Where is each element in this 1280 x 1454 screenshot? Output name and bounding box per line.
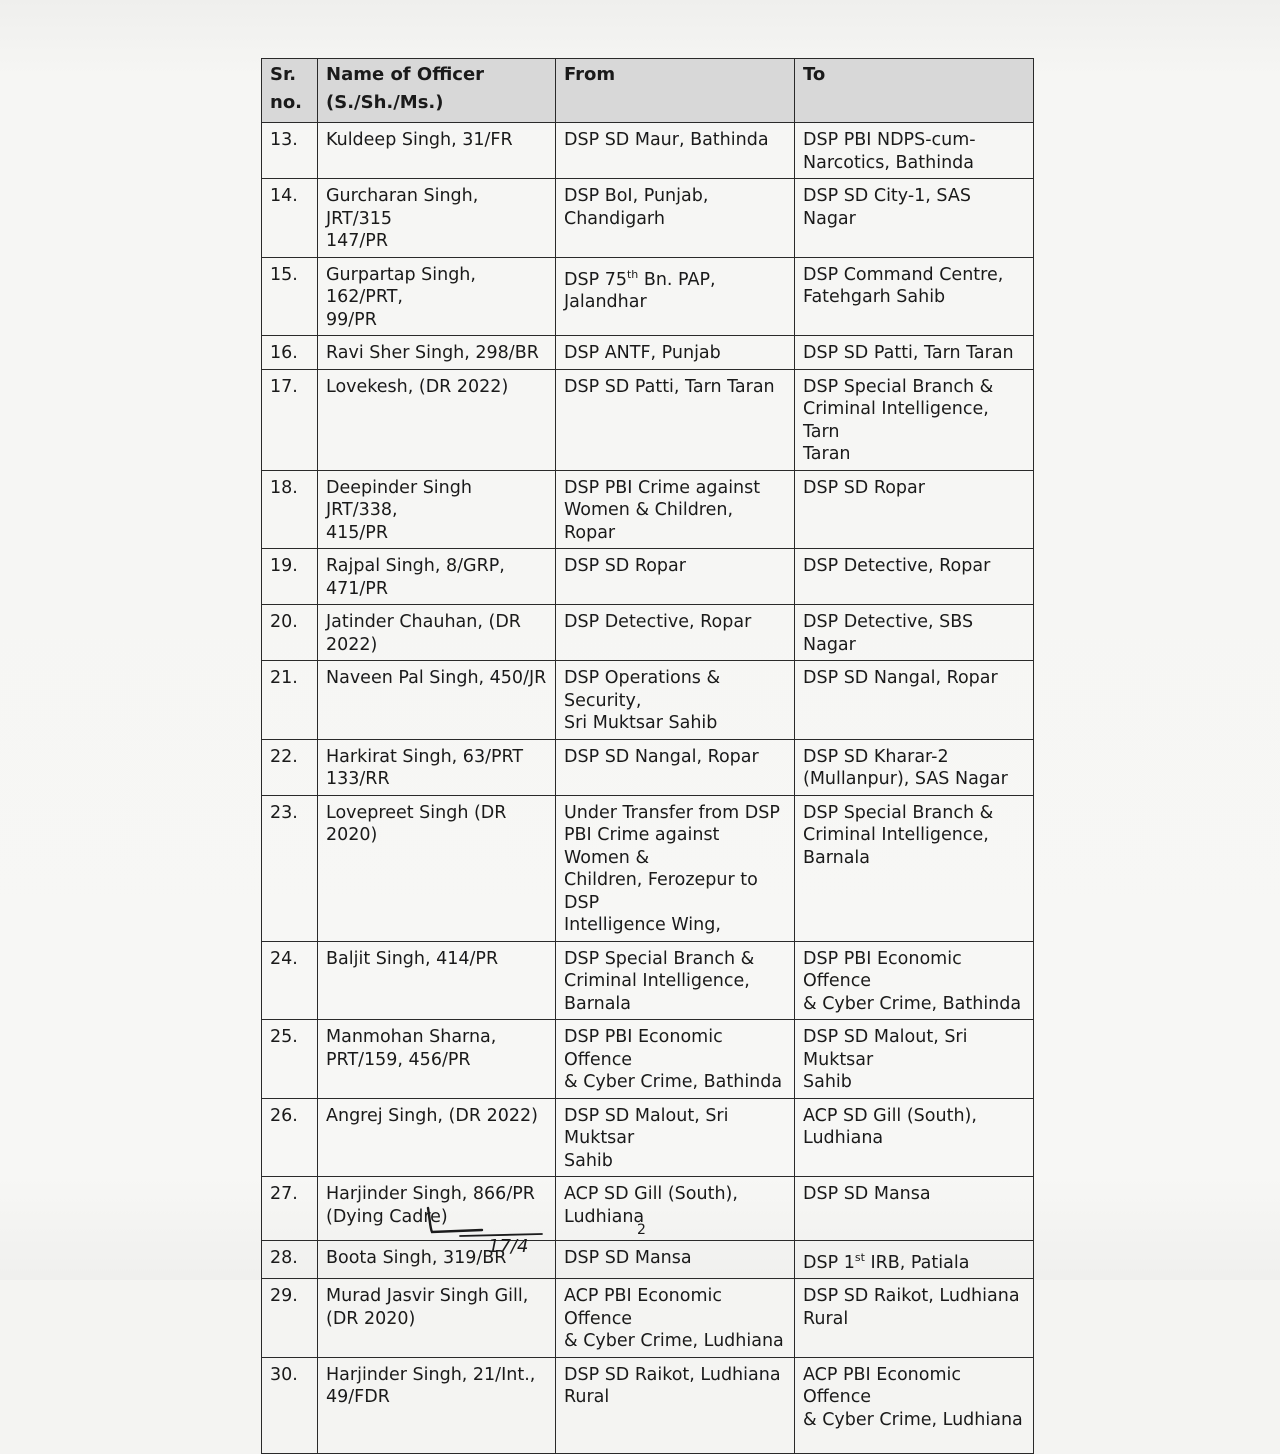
cell-from-line: Barnala	[564, 993, 632, 1014]
header-from: From	[556, 59, 795, 123]
cell-officer-name	[318, 739, 556, 795]
cell-from-line: DSP SD Ropar	[564, 556, 686, 576]
cell-sr-no: 13.	[262, 123, 318, 179]
table-row	[262, 123, 1034, 179]
cell-from	[556, 1177, 795, 1241]
cell-officer-name-line: 133/RR	[326, 769, 390, 789]
officer-transfer-table	[261, 58, 1034, 1454]
table-row	[262, 1279, 1034, 1358]
cell-from-line: Criminal Intelligence,	[564, 971, 750, 991]
cell-officer-name-line: (Dying Cadre)	[326, 1206, 448, 1227]
cell-from-text: Bn. PAP, Jalandhar	[564, 269, 716, 312]
table-row	[262, 605, 1034, 661]
cell-officer-name-line: Ravi Sher Singh, 298/BR	[326, 343, 539, 363]
cell-from	[556, 470, 795, 549]
cell-from-line: DSP BoI, Punjab,	[564, 186, 709, 206]
cell-officer-name	[318, 1098, 556, 1177]
cell-to	[795, 123, 1034, 179]
cell-sr-no: 25.	[262, 1020, 318, 1099]
table-row	[262, 739, 1034, 795]
page-number: 2	[637, 1222, 646, 1238]
cell-from-line: DSP PBI Economic Offence	[564, 1027, 723, 1070]
cell-from-line: & Cyber Crime, Ludhiana	[564, 1331, 784, 1352]
cell-from-line: DSP Operations & Security,	[564, 668, 721, 711]
cell-officer-name	[318, 257, 556, 336]
cell-to-line: & Cyber Crime, Ludhiana	[803, 1409, 1023, 1430]
cell-to	[795, 605, 1034, 661]
cell-from-text: DSP 75	[564, 269, 627, 290]
cell-from-line: DSP SD Nangal, Ropar	[564, 746, 759, 767]
cell-officer-name	[318, 123, 556, 179]
cell-from-line: DSP SD Patti, Tarn Taran	[564, 376, 775, 397]
cell-to-line: DSP Special Branch &	[803, 376, 994, 397]
cell-officer-name-line: Manmohan Sharna,	[326, 1027, 497, 1047]
cell-sr-no: 17.	[262, 369, 318, 470]
cell-to-line: DSP SD City-1, SAS Nagar	[803, 186, 971, 229]
cell-to	[795, 179, 1034, 258]
cell-officer-name	[318, 336, 556, 370]
cell-to	[795, 549, 1034, 605]
header-sr-no-line2: no.	[270, 92, 303, 113]
cell-to-line: DSP SD Kharar-2	[803, 746, 949, 767]
cell-from-line: DSP Detective, Ropar	[564, 612, 752, 632]
cell-to	[795, 336, 1034, 370]
cell-officer-name	[318, 1020, 556, 1099]
cell-to	[795, 941, 1034, 1020]
cell-from-line: Children, Ferozepur to DSP	[564, 870, 758, 913]
cell-officer-name-line: Murad Jasvir Singh Gill,	[326, 1286, 529, 1307]
cell-sr-no: 27.	[262, 1177, 318, 1241]
cell-to-line: Barnala	[803, 847, 871, 868]
cell-from-line: DSP SD Mansa	[564, 1248, 692, 1268]
cell-officer-name-line: Boota Singh, 319/BR	[326, 1248, 507, 1268]
cell-from-line: PBI Crime against Women &	[564, 825, 720, 868]
cell-sr-no: 23.	[262, 795, 318, 941]
table-row	[262, 1098, 1034, 1177]
cell-to	[795, 795, 1034, 941]
cell-officer-name-line: Harjinder Singh, 866/PR	[326, 1184, 535, 1204]
cell-from-line: ACP PBI Economic Offence	[564, 1286, 722, 1329]
table-row	[262, 470, 1034, 549]
cell-officer-name	[318, 941, 556, 1020]
header-to: To	[795, 59, 1034, 123]
cell-from-line: DSP SD Malout, Sri Muktsar	[564, 1105, 729, 1148]
cell-to-line: DSP SD Ropar	[803, 477, 925, 498]
cell-officer-name	[318, 179, 556, 258]
header-sr-no-line1: Sr.	[270, 64, 297, 85]
cell-to-line: DSP SD Raikot, Ludhiana	[803, 1286, 1020, 1307]
cell-sr-no: 29.	[262, 1279, 318, 1358]
table-body	[262, 123, 1034, 1454]
cell-to-line: (Mullanpur), SAS Nagar	[803, 769, 1008, 789]
table-header-row	[262, 59, 1034, 123]
cell-officer-name-line: 147/PR	[326, 231, 389, 251]
cell-from	[556, 123, 795, 179]
cell-to	[795, 739, 1034, 795]
handwritten-signature	[422, 1198, 562, 1258]
cell-from-line: Sri Muktsar Sahib	[564, 713, 718, 733]
table-row	[262, 941, 1034, 1020]
cell-to-line: DSP Detective, SBS Nagar	[803, 612, 974, 655]
cell-to-line: & Cyber Crime, Bathinda	[803, 993, 1022, 1014]
cell-from	[556, 369, 795, 470]
cell-from-line: Chandigarh	[564, 208, 665, 229]
cell-to-line: Sahib	[803, 1072, 852, 1092]
cell-officer-name	[318, 661, 556, 740]
cell-from	[556, 1279, 795, 1358]
cell-to-line: DSP SD Nangal, Ropar	[803, 668, 998, 688]
table-row	[262, 1357, 1034, 1453]
cell-from	[556, 661, 795, 740]
cell-sr-no: 15.	[262, 257, 318, 336]
cell-from-line: Rural	[564, 1387, 610, 1408]
cell-from	[556, 1098, 795, 1177]
cell-to-line: Taran	[803, 444, 851, 464]
cell-to	[795, 661, 1034, 740]
cell-to-line: ACP SD Gill (South),	[803, 1105, 977, 1126]
cell-officer-name-line: Rajpal Singh, 8/GRP,	[326, 556, 505, 576]
cell-sr-no: 28.	[262, 1241, 318, 1279]
cell-from	[556, 739, 795, 795]
cell-from-superscript: th	[626, 267, 639, 281]
cell-from-line: DSP ANTF, Punjab	[564, 343, 721, 363]
cell-from	[556, 1020, 795, 1099]
table-row	[262, 795, 1034, 941]
cell-to-line: Rural	[803, 1308, 849, 1329]
cell-to	[795, 1357, 1034, 1453]
header-name-line1: Name of Officer	[326, 64, 485, 85]
cell-officer-name	[318, 549, 556, 605]
cell-to	[795, 1279, 1034, 1358]
cell-to	[795, 1020, 1034, 1099]
cell-to-line: DSP SD Patti, Tarn Taran	[803, 343, 1014, 363]
cell-to-line: DSP Special Branch &	[803, 802, 994, 823]
cell-officer-name	[318, 795, 556, 941]
cell-from	[556, 336, 795, 370]
cell-officer-name	[318, 1279, 556, 1358]
cell-officer-name-line: Gurcharan Singh, JRT/315	[326, 186, 479, 229]
cell-from	[556, 549, 795, 605]
cell-to-line: Ludhiana	[803, 1128, 884, 1148]
cell-from-line: DSP Special Branch &	[564, 948, 755, 969]
cell-from-line: Women & Children, Ropar	[564, 500, 734, 543]
cell-officer-name-line: Lovepreet Singh (DR	[326, 802, 507, 823]
cell-officer-name-line: Lovekesh, (DR 2022)	[326, 376, 509, 397]
cell-to-line: DSP Detective, Ropar	[803, 556, 991, 576]
cell-officer-name-line: 2020)	[326, 825, 378, 845]
cell-from	[556, 1357, 795, 1453]
cell-from	[556, 795, 795, 941]
cell-officer-name-line: Harjinder Singh, 21/Int.,	[326, 1364, 536, 1385]
header-sr-no	[262, 59, 318, 123]
cell-sr-no: 30.	[262, 1357, 318, 1453]
cell-officer-name-line: Kuldeep Singh, 31/FR	[326, 130, 513, 150]
cell-officer-name-line: Harkirat Singh, 63/PRT	[326, 746, 524, 767]
cell-officer-name-line: 2022)	[326, 634, 378, 655]
table-row	[262, 549, 1034, 605]
header-name-line2: (S./Sh./Ms.)	[326, 92, 444, 113]
cell-sr-no: 26.	[262, 1098, 318, 1177]
cell-officer-name-line: Naveen Pal Singh, 450/JR	[326, 668, 547, 688]
cell-sr-no: 19.	[262, 549, 318, 605]
table-row	[262, 661, 1034, 740]
cell-officer-name	[318, 470, 556, 549]
cell-sr-no: 14.	[262, 179, 318, 258]
cell-to-line: DSP PBI Economic Offence	[803, 948, 962, 991]
cell-sr-no: 20.	[262, 605, 318, 661]
cell-to-text: IRB, Patiala	[864, 1252, 970, 1273]
cell-officer-name-line: Jatinder Chauhan, (DR	[326, 612, 521, 632]
cell-sr-no: 24.	[262, 941, 318, 1020]
cell-from	[556, 605, 795, 661]
cell-from-line: & Cyber Crime, Bathinda	[564, 1072, 783, 1092]
cell-from-line: DSP SD Maur, Bathinda	[564, 130, 769, 150]
cell-sr-no: 18.	[262, 470, 318, 549]
cell-to-line: Fatehgarh Sahib	[803, 287, 946, 307]
cell-to-superscript: st	[854, 1251, 865, 1264]
cell-to-line: Criminal Intelligence, Tarn	[803, 399, 989, 442]
cell-officer-name-line: 471/PR	[326, 578, 389, 599]
table-row	[262, 1020, 1034, 1099]
cell-officer-name	[318, 1357, 556, 1453]
cell-to-line: DSP PBI NDPS-cum-	[803, 130, 976, 150]
cell-from-line: Under Transfer from DSP	[564, 802, 780, 823]
cell-from-line: DSP PBI Crime against	[564, 477, 761, 498]
cell-from-line: Ludhiana	[564, 1206, 645, 1227]
cell-to-line: DSP SD Mansa	[803, 1184, 931, 1204]
cell-officer-name-line: 415/PR	[326, 522, 389, 543]
cell-officer-name	[318, 605, 556, 661]
cell-sr-no: 16.	[262, 336, 318, 370]
cell-to-line: ACP PBI Economic Offence	[803, 1364, 961, 1408]
cell-from-line: Sahib	[564, 1150, 613, 1171]
cell-to	[795, 257, 1034, 336]
cell-from-line: Intelligence Wing,	[564, 915, 721, 935]
cell-to-line: Narcotics, Bathinda	[803, 152, 975, 173]
table-row	[262, 179, 1034, 258]
cell-from-line: ACP SD Gill (South),	[564, 1184, 738, 1204]
cell-officer-name-line: PRT/159, 456/PR	[326, 1049, 471, 1070]
cell-to-line: DSP Command Centre,	[803, 264, 1004, 285]
table-row	[262, 336, 1034, 370]
cell-officer-name-line: (DR 2020)	[326, 1308, 416, 1329]
cell-from	[556, 179, 795, 258]
table-row	[262, 1241, 1034, 1279]
cell-from	[556, 257, 795, 336]
table-row	[262, 369, 1034, 470]
cell-officer-name-line: Gurpartap Singh, 162/PRT,	[326, 264, 476, 307]
signature-date: 17/4	[488, 1236, 529, 1257]
cell-officer-name-line: Baljit Singh, 414/PR	[326, 948, 499, 969]
cell-to-line: Criminal Intelligence,	[803, 825, 989, 845]
header-name-of-officer	[318, 59, 556, 123]
cell-to	[795, 1098, 1034, 1177]
cell-to	[795, 1177, 1034, 1241]
cell-officer-name-line: Deepinder Singh JRT/338,	[326, 477, 472, 520]
cell-sr-no: 22.	[262, 739, 318, 795]
cell-officer-name-line: 49/FDR	[326, 1387, 390, 1408]
cell-officer-name-line: Angrej Singh, (DR 2022)	[326, 1105, 538, 1126]
cell-officer-name	[318, 369, 556, 470]
table-row	[262, 257, 1034, 336]
cell-officer-name-line: 99/PR	[326, 309, 377, 330]
cell-to	[795, 470, 1034, 549]
cell-from-line: DSP SD Raikot, Ludhiana	[564, 1364, 781, 1385]
cell-to	[795, 1241, 1034, 1279]
table-row	[262, 1177, 1034, 1241]
cell-from	[556, 941, 795, 1020]
cell-to-text: DSP 1	[803, 1252, 855, 1273]
cell-sr-no: 21.	[262, 661, 318, 740]
cell-to	[795, 369, 1034, 470]
cell-to-line: DSP SD Malout, Sri Muktsar	[803, 1027, 968, 1070]
cell-from	[556, 1241, 795, 1279]
